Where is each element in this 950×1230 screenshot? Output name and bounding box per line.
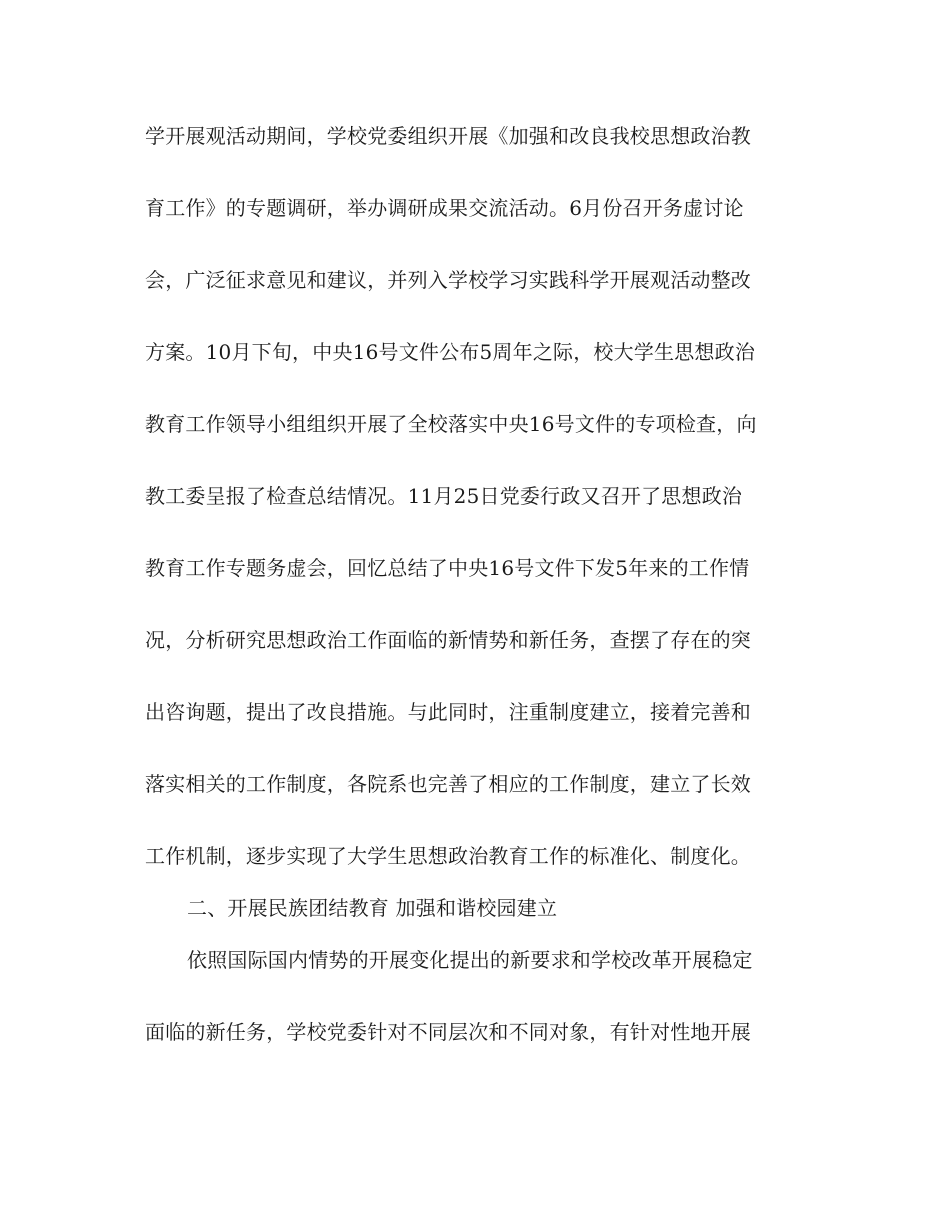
paragraph-line: 学开展观活动期间，学校党委组织开展《加强和改良我校思想政治教 <box>145 124 751 148</box>
paragraph-line: 出咨询题，提出了改良措施。与此同时，注重制度建立，接着完善和 <box>145 700 751 724</box>
paragraph-line: 教工委呈报了检查总结情况。11月25日党委行政又召开了思想政治 <box>145 484 743 508</box>
paragraph-line: 依照国际国内情势的开展变化提出的新要求和学校改革开展稳定 <box>187 948 753 972</box>
paragraph-line: 会，广泛征求意见和建议，并列入学校学习实践科学开展观活动整改 <box>145 268 751 292</box>
paragraph-line: 教育工作领导小组组织开展了全校落实中央16号文件的专项检查，向 <box>145 412 757 436</box>
paragraph-line: 况，分析研究思想政治工作面临的新情势和新任务，查摆了存在的突 <box>145 628 751 652</box>
paragraph-line: 育工作》的专题调研，举办调研成果交流活动。6月份召开务虚讨论 <box>145 196 744 220</box>
section-heading: 二、开展民族团结教育 加强和谐校园建立 <box>187 896 558 920</box>
paragraph-line: 面临的新任务，学校党委针对不同层次和不同对象，有针对性地开展 <box>145 1020 751 1044</box>
paragraph-line: 工作机制，逐步实现了大学生思想政治教育工作的标准化、制度化。 <box>145 844 751 868</box>
paragraph-line: 方案。10月下旬，中央16号文件公布5周年之际，校大学生思想政治 <box>145 340 756 364</box>
paragraph-line: 落实相关的工作制度，各院系也完善了相应的工作制度，建立了长效 <box>145 772 751 796</box>
paragraph-line: 教育工作专题务虚会，回忆总结了中央16号文件下发5年来的工作情 <box>145 556 750 580</box>
document-body <box>145 120 810 1048</box>
